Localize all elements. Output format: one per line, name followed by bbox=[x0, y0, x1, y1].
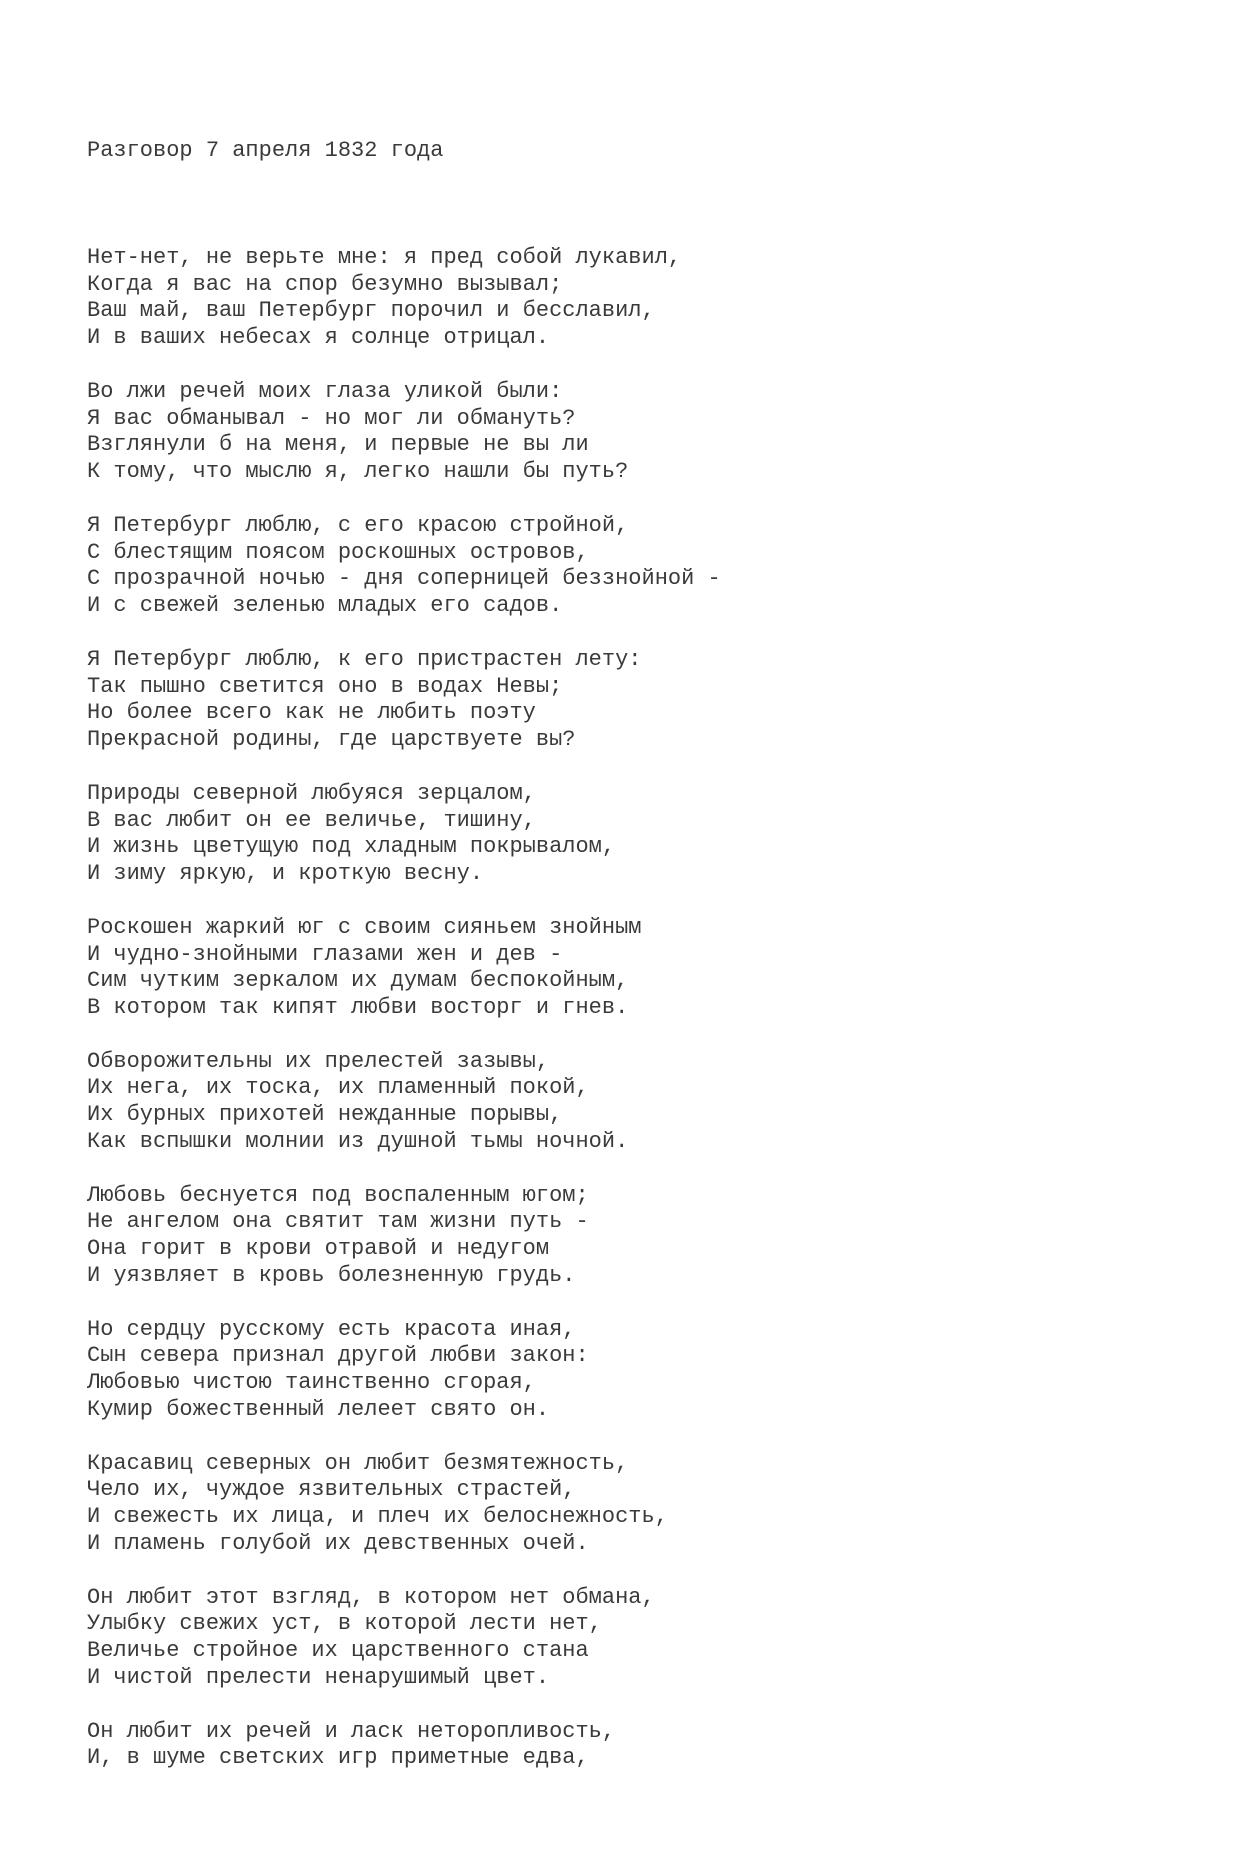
verse-line: Любовью чистою таинственно сгорая, bbox=[87, 1370, 536, 1396]
stanza bbox=[87, 1183, 1187, 1290]
verse-line: И жизнь цветущую под хладным покрывалом, bbox=[87, 834, 616, 860]
stanza bbox=[87, 1585, 1187, 1692]
verse-line: И уязвляет в кровь болезненную грудь. bbox=[87, 1263, 576, 1289]
poem-stanzas bbox=[87, 245, 1187, 1772]
verse-line: Улыбку свежих уст, в которой лести нет, bbox=[87, 1611, 602, 1637]
verse-line: Когда я вас на спор безумно вызывал; bbox=[87, 271, 563, 297]
verse-line: И свежесть их лица, и плеч их белоснежность, bbox=[87, 1504, 668, 1530]
verse-line: И с свежей зеленью младых его садов. bbox=[87, 593, 563, 619]
verse-line: И, в шуме светских игр приметные едва, bbox=[87, 1745, 589, 1771]
verse-line: Сим чутким зеркалом их думам беспокойным, bbox=[87, 968, 629, 994]
verse-line: Величье стройное их царственного стана bbox=[87, 1638, 589, 1664]
verse-line: Обворожительны их прелестей зазывы, bbox=[87, 1048, 550, 1074]
stanza bbox=[87, 245, 1187, 352]
verse-line: Роскошен жаркий юг с своим сияньем знойным bbox=[87, 914, 642, 940]
verse-line: В вас любит он ее величье, тишину, bbox=[87, 807, 536, 833]
verse-line: Он любит их речей и ласк неторопливость, bbox=[87, 1718, 616, 1744]
verse-line: Я Петербург люблю, с его красою стройной, bbox=[87, 512, 629, 538]
verse-line: Я вас обманывал - но мог ли обмануть? bbox=[87, 405, 576, 431]
verse-line: Их нега, их тоска, их пламенный покой, bbox=[87, 1075, 589, 1101]
verse-line: Нет-нет, не верьте мне: я пред собой лукавил, bbox=[87, 244, 682, 270]
verse-line: Кумир божественный лелеет свято он. bbox=[87, 1397, 550, 1423]
verse-line: Сын севера признал другой любви закон: bbox=[87, 1343, 589, 1369]
stanza bbox=[87, 647, 1187, 754]
verse-line: И чудно-знойными глазами жен и дев - bbox=[87, 941, 563, 967]
stanza bbox=[87, 915, 1187, 1022]
verse-line: Чело их, чуждое язвительных страстей, bbox=[87, 1477, 576, 1503]
verse-line: Красавиц северных он любит безмятежность, bbox=[87, 1450, 629, 1476]
stanza bbox=[87, 1049, 1187, 1156]
verse-line: Во лжи речей моих глаза уликой были: bbox=[87, 378, 563, 404]
verse-line: Но сердцу русскому есть красота иная, bbox=[87, 1316, 576, 1342]
stanza bbox=[87, 781, 1187, 888]
verse-line: В котором так кипят любви восторг и гнев. bbox=[87, 995, 629, 1021]
poem-text bbox=[87, 84, 1187, 1853]
verse-line: Ваш май, ваш Петербург порочил и бесславил, bbox=[87, 298, 655, 324]
stanza bbox=[87, 513, 1187, 620]
stanza bbox=[87, 1317, 1187, 1424]
verse-line: Он любит этот взгляд, в котором нет обмана, bbox=[87, 1584, 655, 1610]
verse-line: И в ваших небесах я солнце отрицал. bbox=[87, 325, 550, 351]
stanza bbox=[87, 1451, 1187, 1558]
verse-line: Как вспышки молнии из душной тьмы ночной. bbox=[87, 1129, 629, 1155]
verse-line: Не ангелом она святит там жизни путь - bbox=[87, 1209, 589, 1235]
verse-line: К тому, что мыслю я, легко нашли бы путь? bbox=[87, 459, 629, 485]
verse-line: Прекрасной родины, где царствуете вы? bbox=[87, 727, 576, 753]
verse-line: С блестящим поясом роскошных островов, bbox=[87, 539, 589, 565]
verse-line: Так пышно светится оно в водах Невы; bbox=[87, 673, 563, 699]
verse-line: Их бурных прихотей нежданные порывы, bbox=[87, 1102, 563, 1128]
poem-title: Разговор 7 апреля 1832 года bbox=[87, 137, 444, 163]
verse-line: Но более всего как не любить поэту bbox=[87, 700, 536, 726]
stanza bbox=[87, 1719, 1187, 1773]
verse-line: Взглянули б на меня, и первые не вы ли bbox=[87, 432, 589, 458]
verse-line: Любовь беснуется под воспаленным югом; bbox=[87, 1182, 589, 1208]
verse-line: И чистой прелести ненарушимый цвет. bbox=[87, 1665, 550, 1691]
verse-line: И пламень голубой их девственных очей. bbox=[87, 1531, 589, 1557]
verse-line: И зиму яркую, и кроткую весну. bbox=[87, 861, 484, 887]
stanza bbox=[87, 379, 1187, 486]
verse-line: Она горит в крови отравой и недугом bbox=[87, 1236, 550, 1262]
verse-line: Природы северной любуяся зерцалом, bbox=[87, 780, 536, 806]
verse-line: Я Петербург люблю, к его пристрастен лету: bbox=[87, 646, 642, 672]
verse-line: С прозрачной ночью - дня соперницей беззнойной - bbox=[87, 566, 721, 592]
